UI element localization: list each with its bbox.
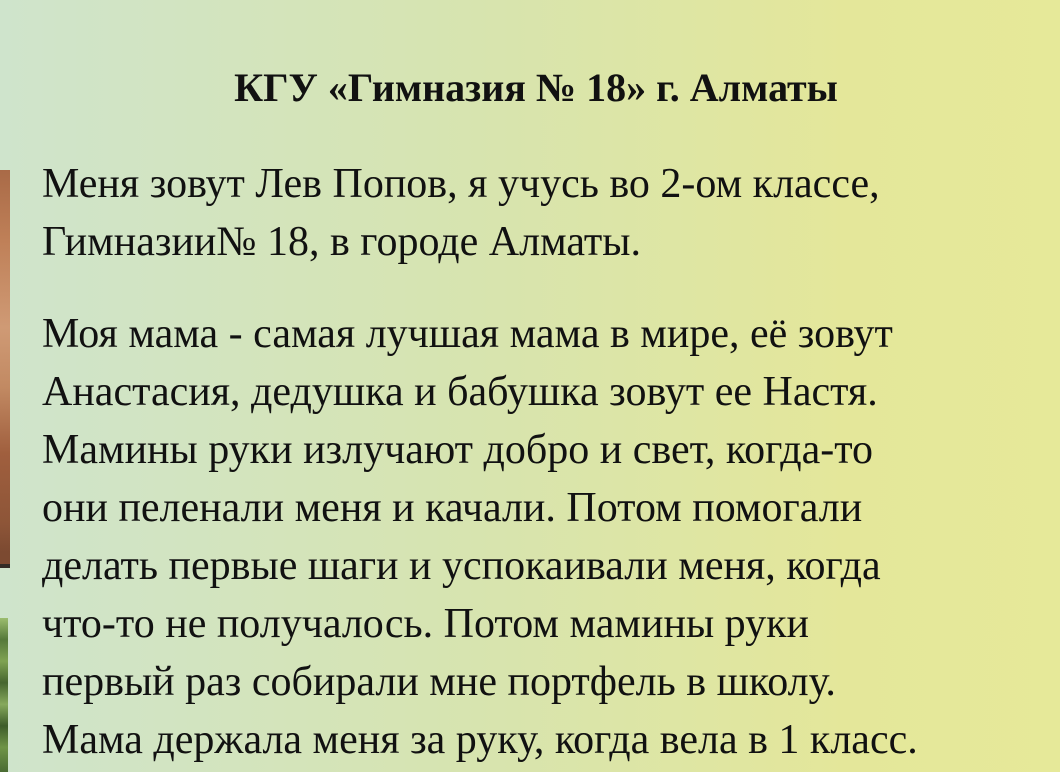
text-line: Мамины руки излучают добро и свет, когда-то bbox=[42, 427, 874, 473]
paragraph-intro bbox=[42, 155, 1040, 271]
left-edge-photo-sliver-foliage bbox=[0, 618, 8, 772]
text-line: Моя мама - самая лучшая мама в мире, её зовут bbox=[42, 311, 893, 357]
text-line: делать первые шаги и успокаивали меня, когда bbox=[42, 543, 881, 589]
text-line: первый раз собирали мне портфель в школу. bbox=[42, 659, 836, 705]
left-edge-photo-sliver-skin bbox=[0, 170, 10, 568]
text-line: Мама держала меня за руку, когда вела в 1 класс. bbox=[42, 717, 918, 763]
text-line: они пеленали меня и качали. Потом помогали bbox=[42, 485, 863, 531]
text-line: что-то не получалось. Потом мамины руки bbox=[42, 601, 810, 647]
text-line: Анастасия, дедушка и бабушка зовут ее Настя. bbox=[42, 369, 878, 415]
text-line: Гимназии№ 18, в городе Алматы. bbox=[42, 219, 641, 265]
text-line: Меня зовут Лев Попов, я учусь во 2-ом классе, bbox=[42, 161, 880, 207]
slide-title: КГУ «Гимназия № 18» г. Алматы bbox=[234, 65, 838, 110]
paragraph-about-mom bbox=[42, 305, 1040, 769]
